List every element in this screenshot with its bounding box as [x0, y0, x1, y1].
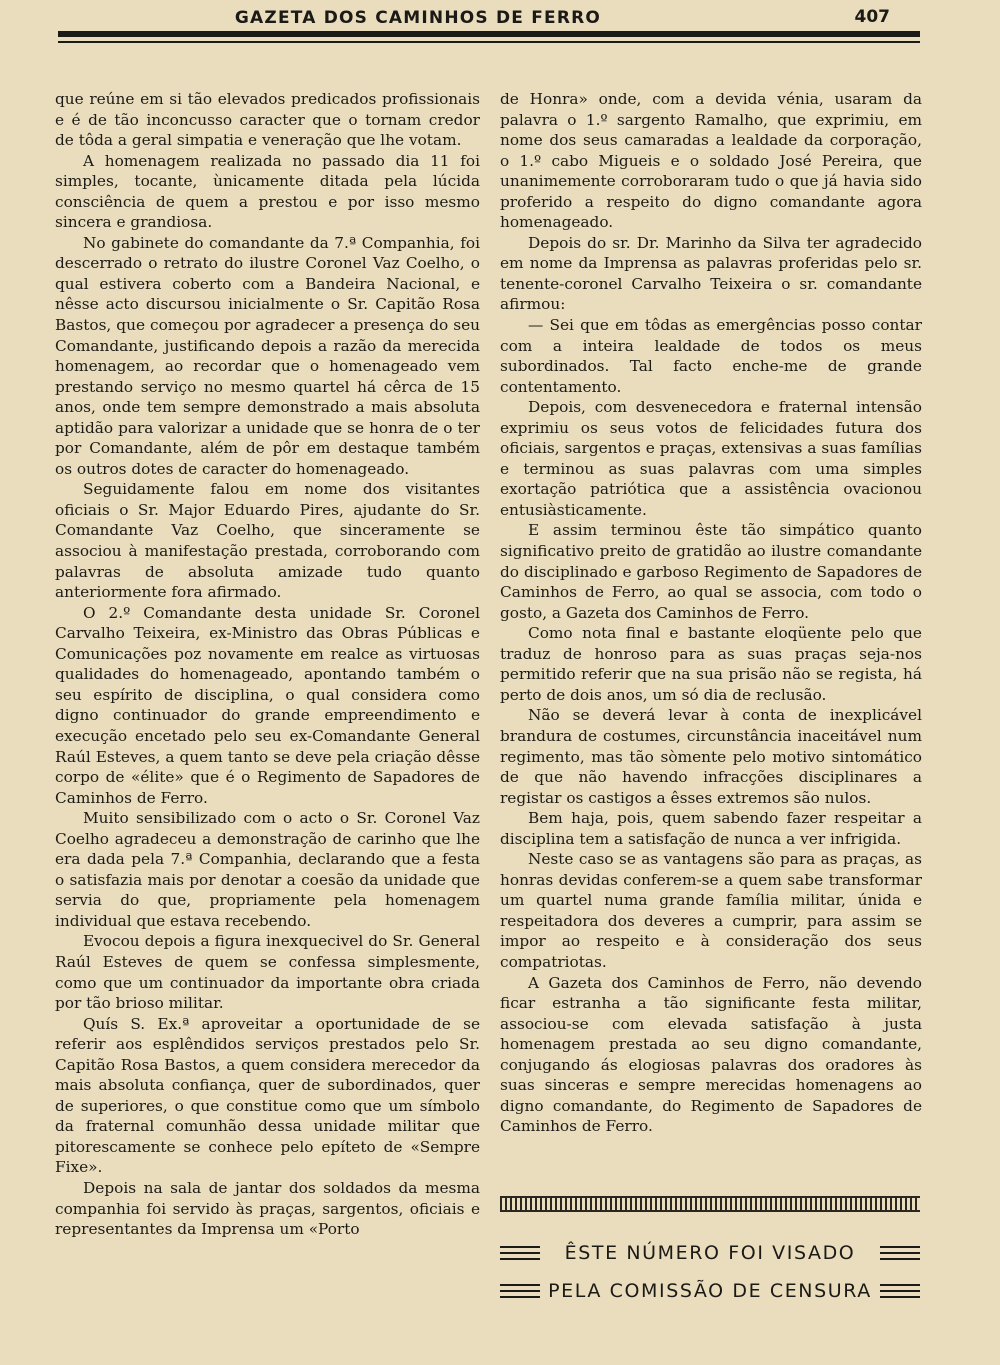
- page-number: 407: [854, 7, 890, 27]
- deco-lines-icon: [500, 1284, 540, 1298]
- paragraph: A Gazeta dos Caminhos de Ferro, não devendo ficar estranha a tão significante festa militar, associou-se com elevada satisfação à justa homenagem prestada ao seu digno comandante, conjugando ás elogiosas palavras dos oradores às suas sinceras e sempre merecidas homenagens ao digno comandante, do Regimento de Sapadores de Caminhos de Ferro.: [500, 973, 922, 1136]
- paragraph: Depois, com desvenecedora e fraternal intensão exprimiu os seus votos de felicidades futura dos oficiais, sargentos e praças, extensivas a suas famílias e terminou as suas palavras com uma simples exortação patriótica que a assistência ovacionou entusiàsticamente.: [500, 398, 922, 519]
- paragraph: de Honra» onde, com a devida vénia, usaram da palavra o 1.º sargento Ramalho, que exprimiu, em nome dos seus camaradas a lealdade da corporação, o 1.º cabo Migueis e o soldado José Pereira, que unanimemente corroboraram tudo o que já havia sido proferido a respeito do digno comandante agora homenageado.: [500, 90, 922, 232]
- paragraph: Neste caso se as vantagens são para as praças, as honras devidas conferem-se a quem sabe transformar um quartel numa grande família militar, únida e respeitadora dos deveres a cumprir, para assim se impor ao respeito e à consideração dos seus compatriotas.: [500, 850, 922, 971]
- deco-lines-icon: [500, 1246, 540, 1260]
- paragraph: Muito sensibilizado com o acto o Sr. Coronel Vaz Coelho agradeceu a demonstração de carinho que lhe era dada pela 7.ª Companhia, declarando que a festa o satisfazia mais por denotar a coesão da unidade que servia do que, propriamente pela homenagem individual que estava recebendo.: [55, 809, 480, 930]
- paragraph: A homenagem realizada no passado dia 11 foi simples, tocante, ùnicamente ditada pela lúcida consciência de quem a prestou e por isso mesmo sincera e grandiosa.: [55, 151, 480, 232]
- paragraph: Não se deverá levar à conta de inexplicável brandura de costumes, circunstância inaceitável num regimento, mas tão sòmente pelo motivo sintomático de que não havendo infracções disciplinares a registar os castigos a êsses extremos são nulos.: [500, 706, 922, 807]
- censorship-text-2: PELA COMISSÃO DE CENSURA: [548, 1280, 872, 1302]
- ornamental-divider: [500, 1196, 920, 1212]
- header-rule-thick: [58, 31, 920, 37]
- censorship-line-1: [500, 1238, 920, 1268]
- paragraph: Seguidamente falou em nome dos visitantes oficiais o Sr. Major Eduardo Pires, ajudante do Sr. Comandante Vaz Coelho, que sinceramente se associou à manifestação prestada, corroborando com palavras de absoluta amizade tudo quanto anteriormente fora afirmado.: [55, 480, 480, 602]
- paragraph: Como nota final e bastante eloqüente pelo que traduz de honroso para as suas praças seja-nos permitido referir que na sua prisão não se regista, há perto de dois anos, um só dia de reclusão.: [500, 624, 922, 704]
- censorship-line-2: [500, 1276, 920, 1306]
- paragraph: que reúne em si tão elevados predicados profissionais e é de tão inconcusso caracter que o tornam credor de tôda a geral simpatia e veneração que lhe votam.: [55, 90, 480, 150]
- paragraph: Quís S. Ex.ª aproveitar a oportunidade de se referir aos esplêndidos serviços prestados pelo Sr. Capitão Rosa Bastos, a quem considera merecedor da mais absoluta confiança, quer de subordinados, quer de superiores, o que constitue como que um símbolo da fraternal comunhão dessa unidade militar que pitorescamente se conhece pelo epíteto de «Sempre Fixe».: [55, 1014, 480, 1177]
- paragraph: No gabinete do comandante da 7.ª Companhia, foi descerrado o retrato do ilustre Coronel Vaz Coelho, o qual estivera coberto com a Bandeira Nacional, e nêsse acto discursou inicialmente o Sr. Capitão Rosa Bastos, que começou por agradecer a presença do seu Comandante, justificando depois a razão da merecida homenagem, ao recordar que o homenageado vem prestando serviço no mesmo quartel há cêrca de 15 anos, onde tem sempre demonstrado a mais absoluta aptidão para valorizar a unidade que se honra de o ter por Comandante, além de pôr em destaque também os outros dotes de caracter do homenageado.: [55, 233, 480, 478]
- paragraph: Depois do sr. Dr. Marinho da Silva ter agradecido em nome da Imprensa as palavras proferidas pelo sr. tenente-coronel Carvalho Teixeira o sr. comandante afirmou:: [500, 233, 922, 314]
- paragraph: Bem haja, pois, quem sabendo fazer respeitar a disciplina tem a satisfação de nunca a ver infrigida.: [500, 809, 922, 848]
- paragraph: O 2.º Comandante desta unidade Sr. Coronel Carvalho Teixeira, ex-Ministro das Obras Públicas e Comunicações poz novamente em realce as virtuosas qualidades do homenageado, apontando também o seu espírito de disciplina, o qual considera como digno continuador do grande empreendimento e execução encetado pelo seu ex-Comandante General Raúl Esteves, a quem tanto se deve pela criação dêsse corpo de «élite» que é o Regimento de Sapadores de Caminhos de Ferro.: [55, 603, 480, 807]
- left-column: [55, 89, 480, 1240]
- paragraph: Evocou depois a figura inexquecivel do Sr. General Raúl Esteves de quem se confessa simplesmente, como que um continuador da importante obra criada por tão brioso militar.: [55, 932, 480, 1013]
- running-title: GAZETA DOS CAMINHOS DE FERRO: [234, 8, 602, 28]
- deco-lines-icon: [880, 1246, 920, 1260]
- censorship-text-1: ÊSTE NÚMERO FOI VISADO: [564, 1242, 856, 1264]
- paragraph: Depois na sala de jantar dos soldados da mesma companhia foi servido às praças, sargentos, oficiais e representantes da Imprensa um «Porto: [55, 1178, 480, 1239]
- paragraph: E assim terminou êste tão simpático quanto significativo preito de gratidão ao ilustre comandante do disciplinado e garboso Regimento de Sapadores de Caminhos de Ferro, ao qual se associa, com todo o gosto, a Gazeta dos Caminhos de Ferro.: [500, 521, 922, 622]
- right-column: [500, 89, 922, 1137]
- page-header: [58, 4, 920, 50]
- header-rule-thin: [58, 41, 920, 43]
- deco-lines-icon: [880, 1284, 920, 1298]
- paragraph: — Sei que em tôdas as emergências posso contar com a inteira lealdade de todos os meus subordinados. Tal facto enche-me de grande contentamento.: [500, 316, 922, 396]
